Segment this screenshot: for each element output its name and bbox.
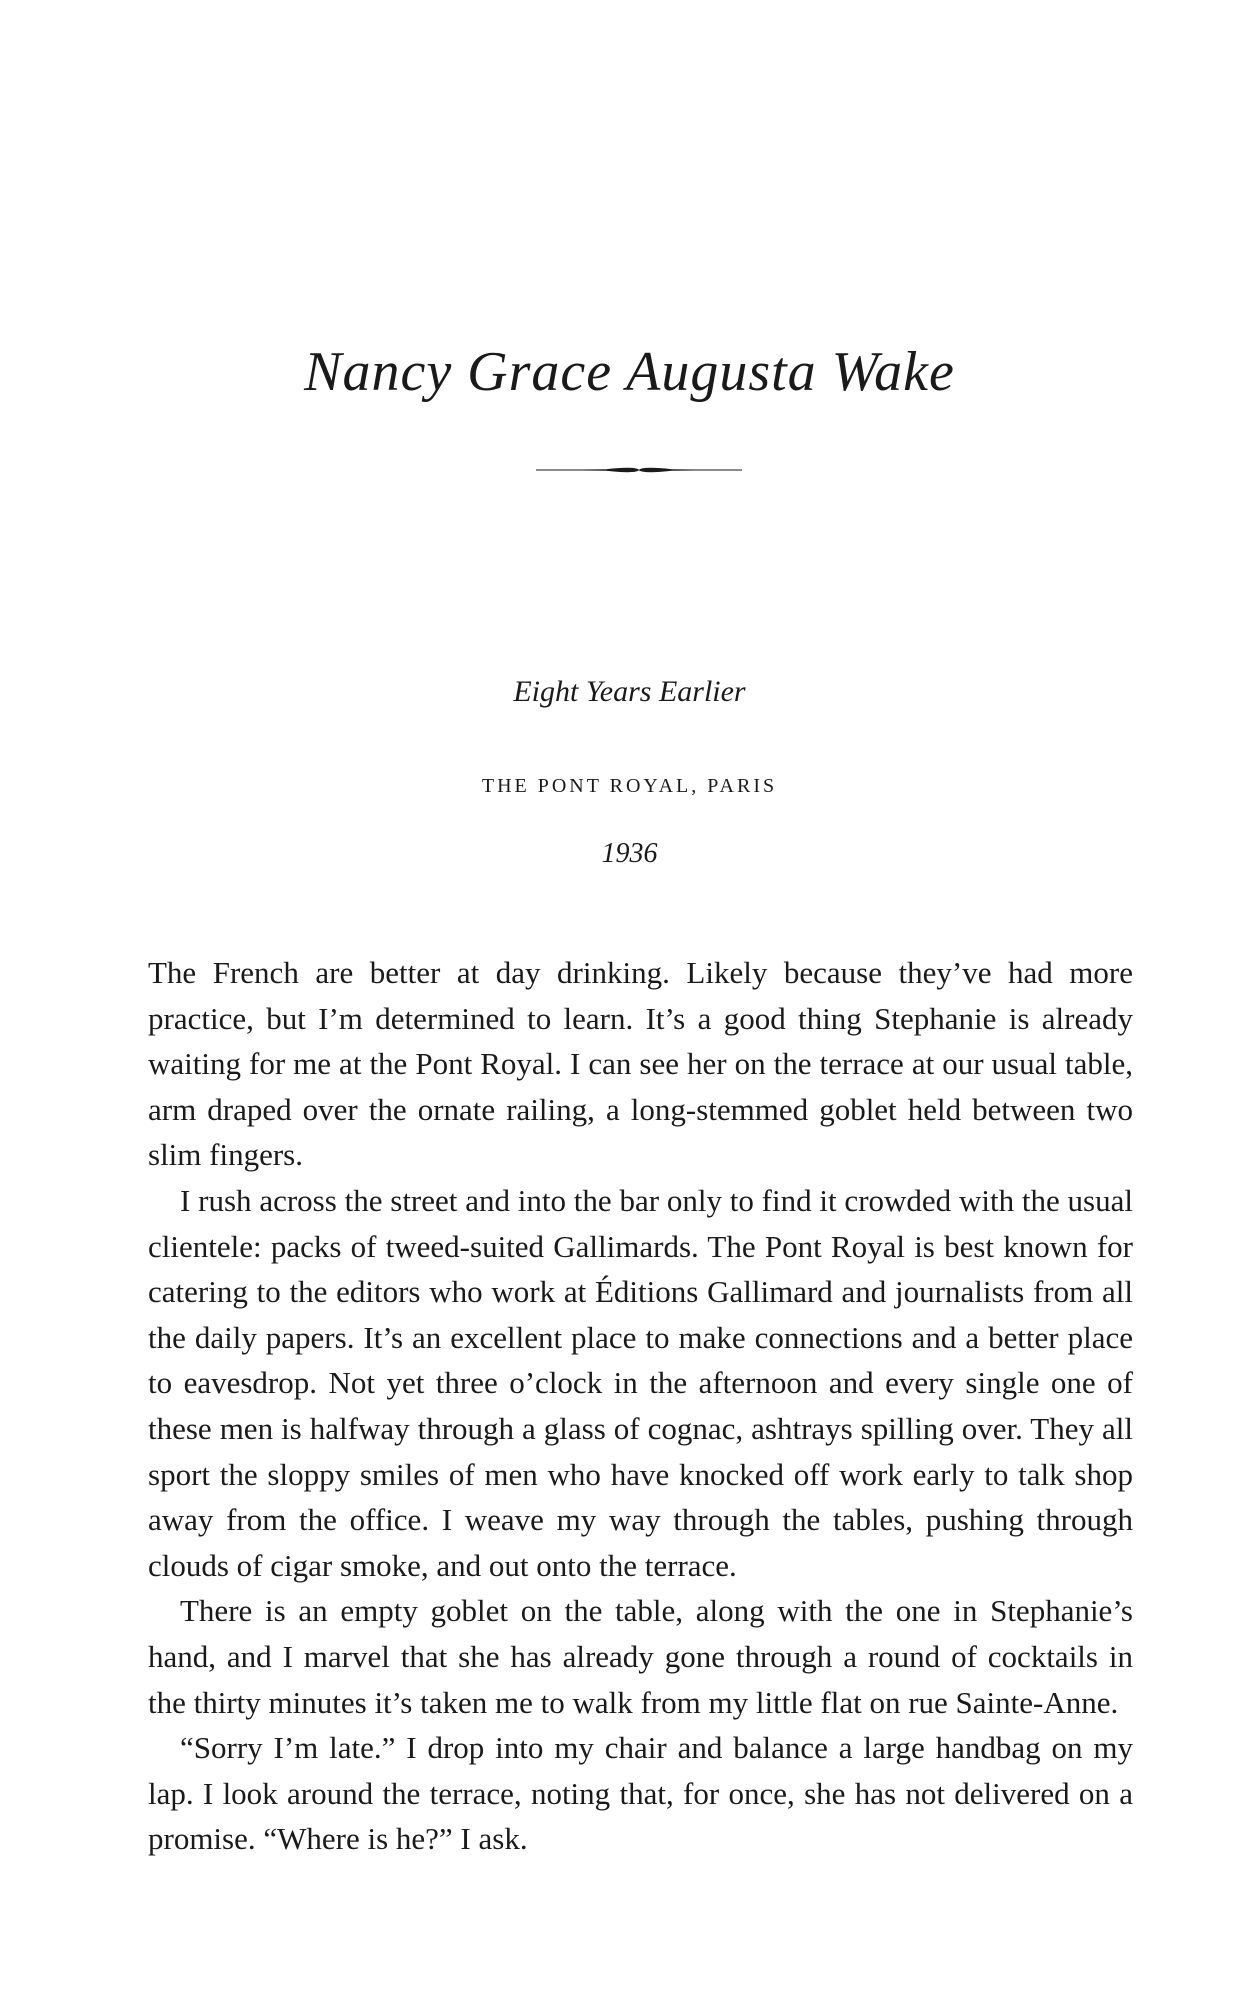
chapter-subheading: Eight Years Earlier [513, 675, 746, 708]
ornament-divider-icon [536, 463, 742, 477]
chapter-title: Nancy Grace Augusta Wake [304, 341, 955, 403]
body-text [148, 950, 1133, 1862]
paragraph: I rush across the street and into the bar only to find it crowded with the usual clientele: packs of tweed-suited Gallimards. The Pont Royal is best known for catering to the editors who work at Éditions Gallimard and journalists from all the daily papers. It’s an excellent place to make connections and a better place to eavesdrop. Not yet three o’clock in the afternoon and every single one of these men is halfway through a glass of cognac, ashtrays spilling over. They all sport the sloppy smiles of men who have knocked off work early to talk shop away from the office. I weave my way through the tables, pushing through clouds of cigar smoke, and out onto the terrace. [148, 1182, 1133, 1583]
paragraph: “Sorry I’m late.” I drop into my chair and balance a large handbag on my lap. I look around the terrace, noting that, for once, she has not delivered on a promise. “Where is he?” I ask. [148, 1730, 1133, 1857]
chapter-location: THE PONT ROYAL, PARIS [481, 775, 778, 797]
paragraph: The French are better at day drinking. Likely because they’ve had more practice, but I’m determined to learn. It’s a good thing Stephanie is already waiting for me at the Pont Royal. I can see her on the terrace at our usual table, arm draped over the ornate railing, a long-stemmed goblet held between two slim fingers. [148, 955, 1133, 1173]
chapter-year: 1936 [601, 838, 658, 869]
paragraph: There is an empty goblet on the table, along with the one in Stephanie’s hand, and I marvel that she has already gone through a round of cocktails in the thirty minutes it’s taken me to walk from my little flat on rue Sainte-Anne. [148, 1593, 1133, 1720]
